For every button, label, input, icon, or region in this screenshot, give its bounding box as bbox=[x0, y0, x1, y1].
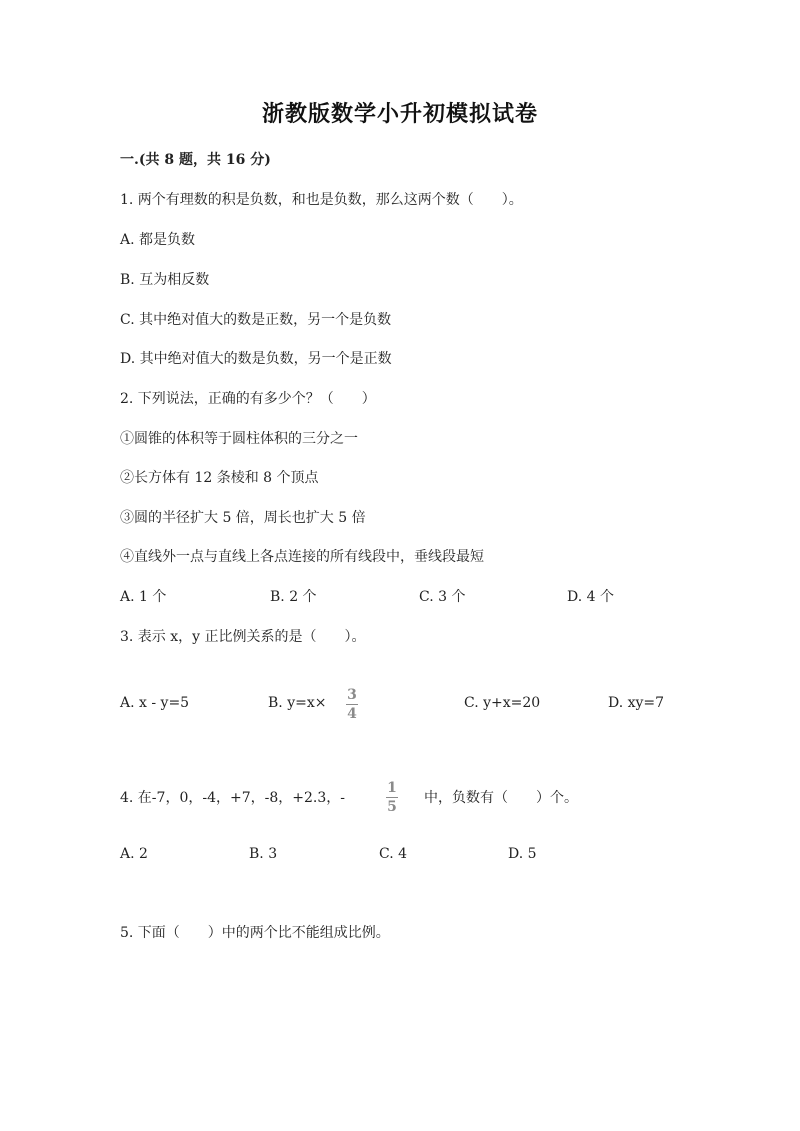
fraction-one-fifth bbox=[386, 780, 398, 815]
question-1-option-a: A. 都是负数 bbox=[120, 232, 196, 248]
question-1-option-b: B. 互为相反数 bbox=[120, 272, 210, 288]
question-1-stem: 1. 两个有理数的积是负数，和也是负数，那么这两个数（ ）。 bbox=[120, 192, 523, 208]
question-2-option-d: D. 4 个 bbox=[567, 589, 614, 605]
question-4-option-c: C. 4 bbox=[379, 846, 408, 862]
question-2-statement-3: ③圆的半径扩大 5 倍，周长也扩大 5 倍 bbox=[120, 510, 366, 526]
question-1-option-d: D. 其中绝对值大的数是负数，另一个是正数 bbox=[120, 351, 392, 367]
fraction-denominator: 4 bbox=[347, 706, 357, 722]
question-2-option-c: C. 3 个 bbox=[419, 589, 466, 605]
question-3-option-d: D. xy=7 bbox=[608, 695, 665, 711]
fraction-denominator: 5 bbox=[387, 799, 397, 815]
question-3-option-b: B. y=x× bbox=[268, 695, 327, 711]
question-4-stem-end: 中，负数有（ ）个。 bbox=[424, 790, 578, 806]
question-3-option-a: A. x - y=5 bbox=[120, 695, 190, 711]
question-2-statement-1: ①圆锥的体积等于圆柱体积的三分之一 bbox=[120, 431, 358, 447]
question-2-option-b: B. 2 个 bbox=[270, 589, 317, 605]
fraction-bar bbox=[386, 797, 398, 798]
question-1-option-c: C. 其中绝对值大的数是正数，另一个是负数 bbox=[120, 312, 392, 328]
question-2-statement-2: ②长方体有 12 条棱和 8 个顶点 bbox=[120, 470, 319, 486]
page-title: 浙教版数学小升初模拟试卷 bbox=[261, 101, 538, 127]
question-2-stem: 2. 下列说法，正确的有多少个？（ ） bbox=[120, 391, 376, 407]
fraction-numerator: 3 bbox=[347, 687, 357, 703]
question-4-stem-start: 4. 在-7，0，-4，+7，-8，+2.3，- bbox=[120, 790, 345, 806]
fraction-numerator: 1 bbox=[387, 780, 397, 796]
fraction-bar bbox=[346, 704, 358, 705]
question-3-stem: 3. 表示 x，y 正比例关系的是（ ）。 bbox=[120, 629, 366, 645]
question-4-option-a: A. 2 bbox=[120, 846, 148, 862]
section-heading: 一.(共 8 题，共 16 分) bbox=[120, 152, 271, 168]
question-2-statement-4: ④直线外一点与直线上各点连接的所有线段中，垂线段最短 bbox=[120, 549, 484, 565]
question-5-stem: 5. 下面（ ）中的两个比不能组成比例。 bbox=[120, 925, 390, 941]
question-4-option-d: D. 5 bbox=[508, 846, 537, 862]
question-3-option-c: C. y+x=20 bbox=[464, 695, 541, 711]
fraction-three-quarters bbox=[346, 687, 358, 722]
question-4-option-b: B. 3 bbox=[249, 846, 278, 862]
question-2-option-a: A. 1 个 bbox=[120, 589, 167, 605]
